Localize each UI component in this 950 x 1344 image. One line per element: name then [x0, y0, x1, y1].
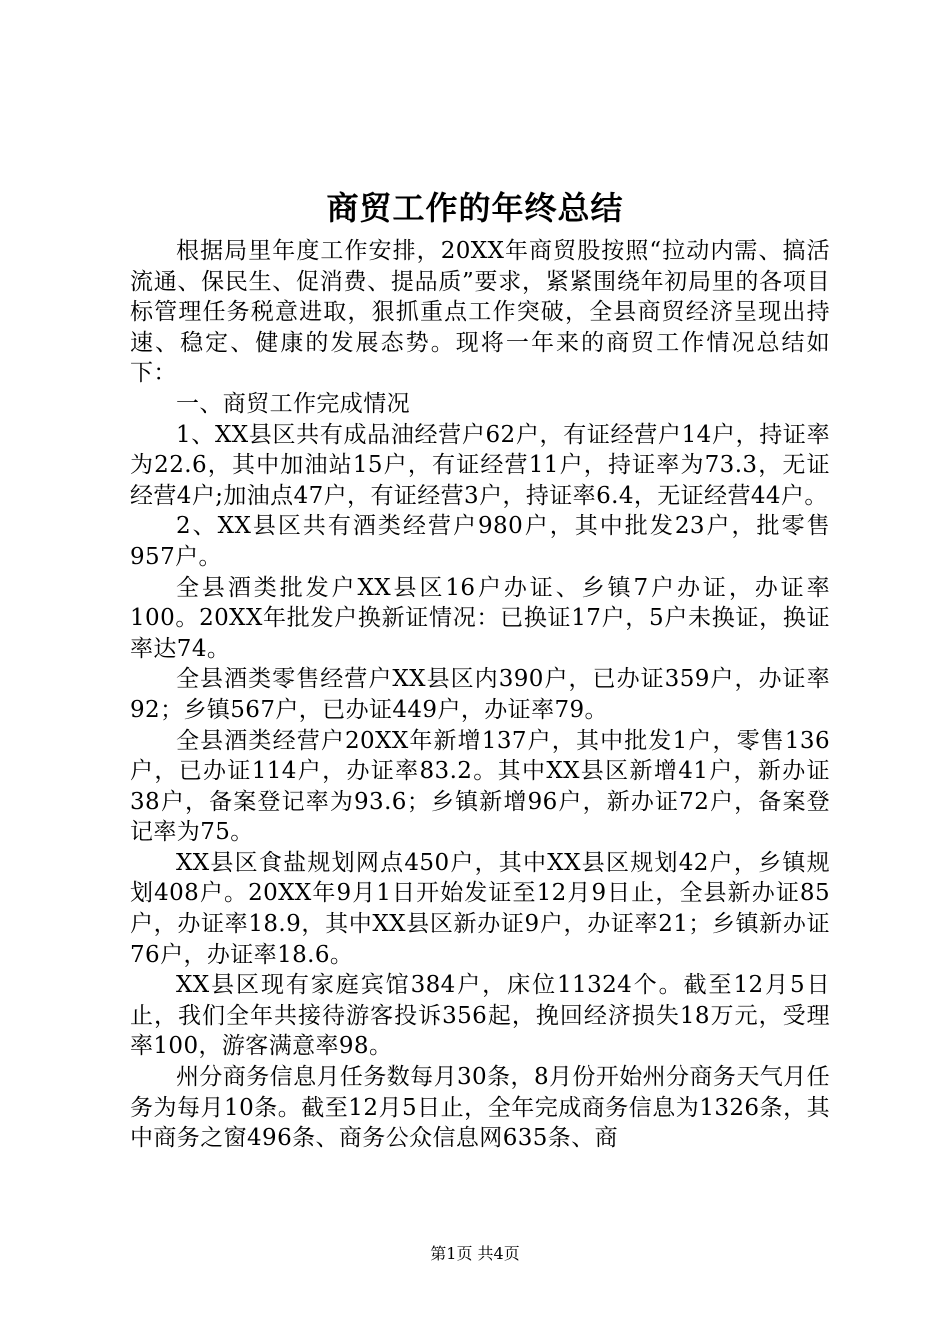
- paragraph: 州分商务信息月任务数每月30条，8月份开始州分商务天气月任务为每月10条。截至12月5日止，全年完成商务信息为1326条，其中商务之窗496条、商务公众信息网635条、商: [130, 1064, 830, 1152]
- paragraph: XX县区现有家庭宾馆384户，床位11324个。截至12月5日止，我们全年共接待游客投诉356起，挽回经济损失18万元，受理率100，游客满意率98。: [130, 972, 830, 1060]
- document-title: 商贸工作的年终总结: [326, 189, 624, 227]
- section-heading: 一、商贸工作完成情况: [176, 390, 410, 417]
- document-body: [130, 236, 830, 1154]
- page-footer: 第1页 共4页: [430, 1244, 520, 1263]
- paragraph: XX县区食盐规划网点450户，其中XX县区规划42户，乡镇规划408户。20XX年9月1日开始发证至12月9日止，全县新办证85户，办证率18.9，其中XX县区新办证9户，办证率21；乡镇新办证76户，办证率18.6。: [130, 849, 830, 968]
- paragraph: 根据局里年度工作安排，20XX年商贸股按照“拉动内需、搞活流通、保民生、促消费、提品质”要求，紧紧围绕年初局里的各项目标管理任务税意进取，狠抓重点工作突破，全县商贸经济呈现出持速、稳定、健康的发展态势。现将一年来的商贸工作情况总结如下：: [130, 238, 830, 387]
- paragraph: 全县酒类经营户20XX年新增137户，其中批发1户，零售136户，已办证114户，办证率83.2。其中XX县区新增41户，新办证38户，备案登记率为93.6；乡镇新增96户，新办证72户，备案登记率为75。: [130, 727, 830, 846]
- paragraph: 全县酒类零售经营户XX县区内390户，已办证359户，办证率92；乡镇567户，已办证449户，办证率79。: [130, 666, 830, 723]
- paragraph: 2、XX县区共有酒类经营户980户，其中批发23户，批零售957户。: [130, 513, 830, 570]
- paragraph: 全县酒类批发户XX县区16户办证、乡镇7户办证，办证率100。20XX年批发户换新证情况：已换证17户，5户未换证，换证率达74。: [130, 574, 830, 662]
- paragraph: 1、XX县区共有成品油经营户62户，有证经营户14户，持证率为22.6，其中加油站15户，有证经营11户，持证率为73.3，无证经营4户;加油点47户，有证经营3户，持证率6.4，无证经营44户。: [130, 421, 830, 509]
